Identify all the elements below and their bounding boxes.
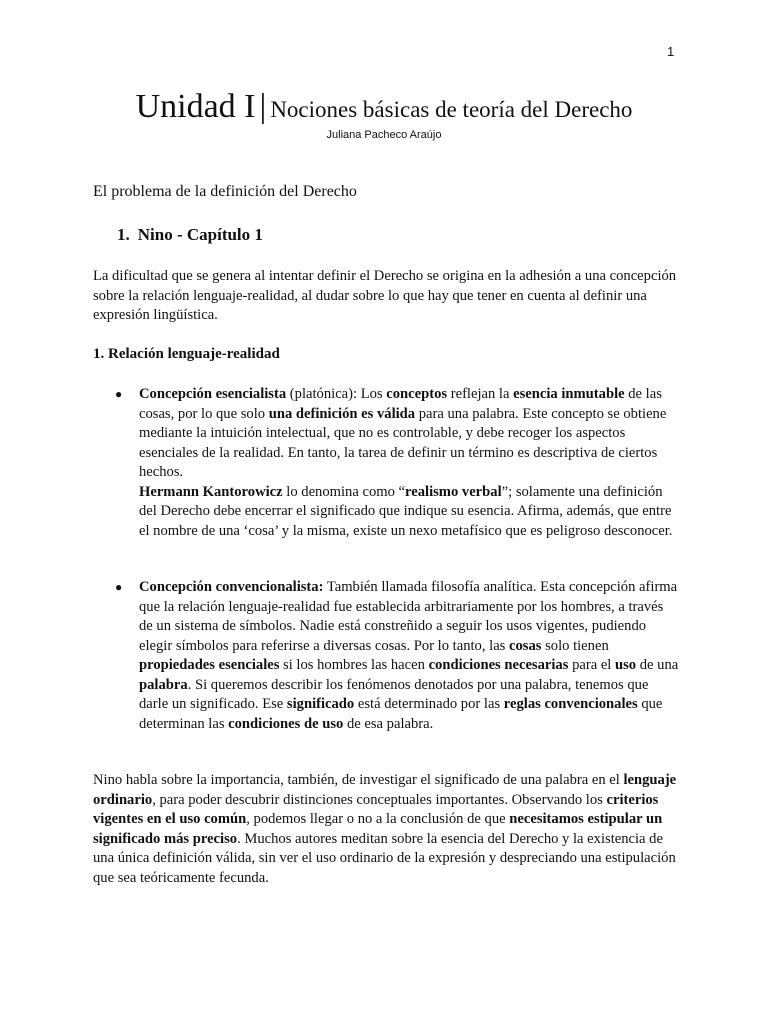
closing-paragraph: Nino habla sobre la importancia, también, de investigar el significado de una palabra en el lenguaje ordinario, para poder descubrir distinciones conceptuales importantes. Observando los criterios vigentes en el uso común, podemos llegar o no a la conclusión de que necesitamos estipular un significado más preciso. Muchos autores meditan sobre la esencia del Derecho y la existencia de una única definición válida, sin ver el uso ordinario de la expresión y despreciando una estipulación que sea teóricamente fecunda. xyxy=(93,772,677,886)
bold-run: propiedades esenciales xyxy=(139,657,280,673)
bold-run: realismo verbal xyxy=(405,483,502,500)
bold-run: Concepción esencialista xyxy=(139,386,287,402)
bold-run: una definición es válida xyxy=(268,405,416,422)
bold-run: palabra xyxy=(139,676,188,693)
chapter-label: Nino - Capítulo 1 xyxy=(137,225,263,244)
bold-run: significado xyxy=(286,696,355,712)
bold-run: condiciones necesarias xyxy=(428,657,569,673)
bold-run: necesitamos estipular un significado más preciso xyxy=(93,811,663,847)
bold-run: uso xyxy=(615,657,637,673)
bold-run: criterios vigentes en el uso común xyxy=(93,791,659,827)
title-separator: | xyxy=(259,88,267,125)
bold-run: reglas convencionales xyxy=(503,696,638,712)
bold-run: esencia inmutable xyxy=(513,386,625,402)
page-title xyxy=(0,88,768,126)
bullet-marker: ● xyxy=(115,580,123,594)
section-title: El problema de la definición del Derecho xyxy=(93,183,357,200)
author-text: Juliana Pacheco Araújo xyxy=(326,129,442,141)
title-main: Unidad I xyxy=(135,88,256,125)
intro-paragraph: La dificultad que se genera al intentar definir el Derecho se origina en la adhesión a una concepción sobre la relación lenguaje-realidad, al dudar sobre lo que hay que tener en cuenta al definir una expresión lingüística. xyxy=(93,268,677,323)
bold-run: condiciones de uso xyxy=(228,715,344,732)
bullet-text: Concepción convencionalista: También llamada filosofía analítica. Esta concepción afirma que la relación lenguaje-realidad fue establecida arbitrariamente por los hombres, a través de un sistema de símbolos. Nadie está constreñido a seguir los usos vigentes, pudiendo elegir símbolos para referirse a diversas cosas. Por lo tanto, las cosas solo tienen propiedades esenciales si los hombres las hacen condiciones necesarias para el uso de una palabra. Si queremos describir los fenómenos denotados por una palabra, tenemos que darle un significado. Ese significado está determinado por las reglas convencionales que determinan las condiciones de uso de esa palabra. xyxy=(139,579,679,732)
subheading: 1. Relación lenguaje-realidad xyxy=(93,346,280,362)
bullet-marker: ● xyxy=(115,387,123,401)
page-number: 1 xyxy=(667,44,675,59)
bold-run: lenguaje ordinario xyxy=(93,772,677,808)
chapter-heading xyxy=(117,225,263,245)
bold-run: cosas xyxy=(509,637,542,654)
bold-run: Concepción convencionalista: xyxy=(139,579,324,595)
bullet-item-esencialista xyxy=(115,385,679,541)
title-subtitle: Nociones básicas de teoría del Derecho xyxy=(270,97,633,122)
bold-run: conceptos xyxy=(386,386,448,402)
chapter-number: 1. xyxy=(117,225,130,244)
bold-run: Hermann Kantorowicz xyxy=(139,483,283,500)
bullet-text: Concepción esencialista (platónica): Los conceptos reflejan la esencia inmutable de las cosas, por lo que solo una definición es válida para una palabra. Este concepto se obtiene mediante la intuición intelectual, que no es controlable, y debe recoger los aspectos esenciales de la realidad. En tanto, la tarea de definir un término es descriptiva de ciertos hechos. Hermann Kantorowicz lo denomina como “realismo verbal”; solamente una definición del Derecho debe encerrar el significado que indique su esencia. Afirma, además, que entre el nombre de una ‘cosa’ y la misma, existe un nexo metafísico que es peligroso desconocer. xyxy=(139,386,673,539)
bullet-item-convencionalista xyxy=(115,578,679,734)
author-name xyxy=(0,129,768,141)
